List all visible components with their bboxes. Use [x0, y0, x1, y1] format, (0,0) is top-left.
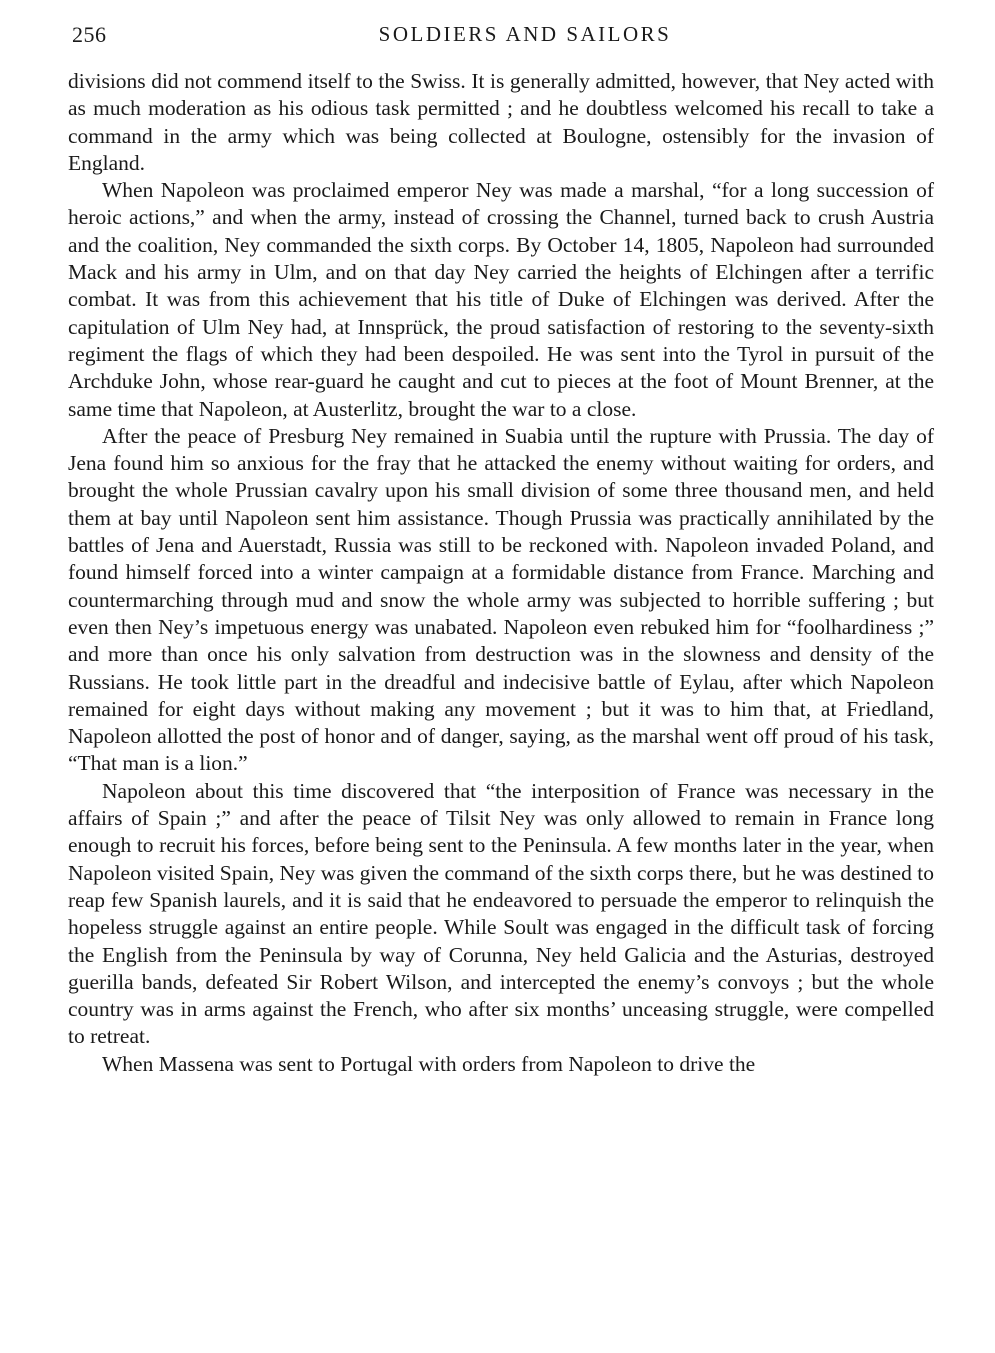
- running-head: [72, 18, 938, 52]
- paragraph-continued: divisions did not commend itself to the Swiss. It is generally admitted, however, that Ney acted with as much moderation as his odious task permitted ; and he doubtless welcomed his recall to take a command in the army which was being collected at Boulogne, ostensibly for the invasion of England.: [68, 69, 934, 175]
- paragraph-spain: Napoleon about this time discovered that “the interposition of France was necessary in the affairs of Spain ;” and after the peace of Tilsit Ney was only allowed to remain in France long enough to recruit his forces, before being sent to the Peninsula. A few months later in the year, when Napoleon visited Spain, Ney was given the command of the sixth corps there, but he was destined to reap few Spanish laurels, and it is said that he endeavored to persuade the emperor to relinquish the hopeless struggle against an entire people. While Soult was engaged in the difficult task of forcing the English from the Peninsula by way of Corunna, Ney held Galicia and the Asturias, destroyed guerilla bands, defeated Sir Robert Wilson, and intercepted the enemy’s convoys ; but the whole country was in arms against the French, who after six months’ unceasing struggle, were compelled to retreat.: [68, 778, 934, 1049]
- paragraph-marshal-appointment: When Napoleon was proclaimed emperor Ney was made a marshal, “for a long succession of heroic actions,” and when the army, instead of crossing the Channel, turned back to crush Austria and the coalition, Ney commanded the sixth corps. By October 14, 1805, Napoleon had surrounded Mack and his army in Ulm, and on that day Ney carried the heights of Elchingen after a terrific combat. It was from this achievement that his title of Duke of Elchingen was derived. After the capitulation of Ulm Ney had, at Innsprück, the proud satisfaction of restoring to the seventy-sixth regiment the flags of which they had been despoiled. He was sent into the Tyrol in pursuit of the Archduke John, whose rear-guard he caught and cut to pieces at the foot of Mount Brenner, at the same time that Napoleon, at Austerlitz, brought the war to a close.: [68, 178, 934, 421]
- body-text: [68, 68, 934, 1078]
- page-number: 256: [72, 22, 107, 47]
- paragraph-portugal: When Massena was sent to Portugal with orders from Napoleon to drive the: [102, 1051, 756, 1076]
- running-title: SOLDIERS AND SAILORS: [378, 22, 672, 46]
- paragraph-prussian-campaign: After the peace of Presburg Ney remained in Suabia until the rupture with Prussia. The day of Jena found him so anxious for the fray that he attacked the enemy without waiting for orders, and brought the whole Prussian cavalry upon his small division of some three thousand men, and held them at bay until Napoleon sent him assistance. Though Prussia was practically annihilated by the battles of Jena and Auerstadt, Russia was still to be reckoned with. Napoleon invaded Poland, and found himself forced into a winter campaign at a formidable distance from France. Marching and countermarching through mud and snow the whole army was subjected to horrible suffering ; but even then Ney’s impetuous energy was unabated. Napoleon even rebuked him for “foolhardiness ;” and more than once his only salvation from destruction was in the slowness and density of the Russians. He took little part in the dreadful and indecisive battle of Eylau, after which Napoleon remained for eight days without making any movement ; but it was to him that, at Friedland, Napoleon allotted the post of honor and of danger, saying, as the marshal went off proud of his task, “That man is a lion.”: [68, 423, 934, 776]
